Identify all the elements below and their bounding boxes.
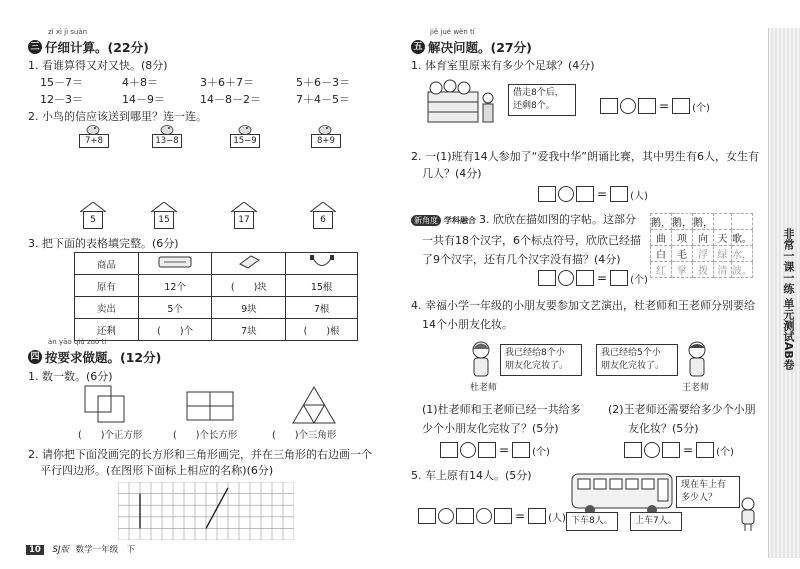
sec3-title <box>28 38 149 56</box>
q3-answer-row[interactable] <box>538 270 648 286</box>
unit: (个) <box>716 446 734 458</box>
calc-0-3: 5＋6－3＝ <box>296 76 350 89</box>
sec4-title <box>28 348 161 366</box>
row-label: 还剩 <box>75 319 139 341</box>
bubble-line: 借走8个后， <box>513 88 564 98</box>
copy-char: 天 <box>714 230 732 246</box>
answer-box[interactable] <box>418 508 436 524</box>
sec5-q3-line3: 了9个汉字，还有几个汉字没有描？(4分) <box>422 253 621 266</box>
unit: (人) <box>630 190 648 202</box>
answer-box[interactable] <box>662 442 680 458</box>
sec5-q4-line1: 4. 幸福小学一年级的小朋友要参加文艺演出，杜老师和王老师分别要给 <box>411 299 755 312</box>
sec5-q5: 5. 车上原有14人。(5分) <box>411 469 532 482</box>
teacher-du-icon <box>468 340 494 378</box>
new-angle-tag: 新角度 <box>411 215 441 226</box>
pencil-case-icon <box>158 255 192 269</box>
equals-sign: = <box>659 99 670 113</box>
sec4-badge: 四 <box>28 350 42 364</box>
sec4-q2-line1: 2. 请你把下面没画完的长方形和三角形画完，并在三角形的右边画一个 <box>28 448 372 461</box>
calc-0-0: 15－7＝ <box>40 76 83 89</box>
q5-answer-row[interactable] <box>418 508 566 524</box>
sec5-title-text: 解决问题。(27分) <box>428 40 532 55</box>
copy-char: 绿 <box>714 246 732 262</box>
sec4-q1: 1. 数一数。(6分) <box>28 370 113 383</box>
rectangles-figure <box>186 391 234 421</box>
house-number: 17 <box>234 211 254 229</box>
envelope-3[interactable]: 15−9 <box>230 134 260 148</box>
envelope-2[interactable]: 13−8 <box>152 134 182 148</box>
copy-char: 向 <box>693 230 714 246</box>
bubble-line: 我已经给5个小 <box>601 348 661 358</box>
answer-box[interactable] <box>440 442 458 458</box>
copy-char: 水， <box>732 246 753 262</box>
equals-sign: = <box>597 271 608 285</box>
cell: 5个 <box>138 297 212 319</box>
teacher-wang-name: 王老师 <box>682 383 710 393</box>
envelope-4[interactable]: 8+9 <box>311 134 341 148</box>
answer-box[interactable] <box>696 442 714 458</box>
sec3-badge: 三 <box>28 40 42 54</box>
house-3[interactable] <box>231 202 257 230</box>
q2-answer-row[interactable] <box>538 186 648 202</box>
q4-1-answer-row[interactable] <box>440 442 550 458</box>
row-label: 卖出 <box>75 297 139 319</box>
teacher-wang-icon <box>684 340 710 378</box>
equals-sign: = <box>515 509 526 523</box>
q1-speech-bubble <box>508 84 576 116</box>
copy-char: 曲 <box>651 230 672 246</box>
sec3-q1: 1. 看谁算得又对又快。(8分) <box>28 59 168 72</box>
operator-circle[interactable] <box>620 98 636 114</box>
copy-char: 白 <box>651 246 672 262</box>
goods-eraser <box>212 253 286 275</box>
rectangles-answer[interactable]: ( )个长方形 <box>173 430 238 441</box>
answer-box[interactable] <box>456 508 474 524</box>
operator-circle[interactable] <box>558 270 574 286</box>
cell: 7根 <box>286 297 358 319</box>
child-icon <box>738 496 758 532</box>
answer-box[interactable] <box>610 186 628 202</box>
equals-sign: = <box>683 443 694 457</box>
bubble-line: 还剩8个。 <box>513 101 555 111</box>
calc-0-1: 4＋8＝ <box>122 76 158 89</box>
q1-answer-row[interactable] <box>600 98 710 114</box>
triangles-answer[interactable]: ( )个三角形 <box>272 430 337 441</box>
copy-char: 掌 <box>672 262 693 278</box>
page-number: 10 <box>26 545 44 555</box>
squares-figure <box>84 385 126 423</box>
house-number: 6 <box>313 211 333 229</box>
q4-1-line2: 少个小朋友化完妆了？(5分) <box>422 422 559 435</box>
sec3-q2: 2. 小鸟的信应该送到哪里？连一连。 <box>28 110 207 123</box>
sec5-badge: 五 <box>411 40 425 54</box>
goods-jumprope <box>286 253 358 275</box>
operator-circle[interactable] <box>460 442 476 458</box>
sec3-q3: 3. 把下面的表格填完整。(6分) <box>28 237 179 250</box>
side-strip <box>768 28 800 558</box>
copy-char: 鹅， <box>693 214 714 230</box>
answer-box[interactable] <box>538 186 556 202</box>
sec4-q2-line2: 平行四边形。(在图形下面标上相应的名称)(6分) <box>40 464 274 477</box>
house-1[interactable] <box>80 202 106 230</box>
answer-box[interactable] <box>600 98 618 114</box>
operator-circle[interactable] <box>438 508 454 524</box>
copy-char: 鹅， <box>672 214 693 230</box>
answer-box[interactable] <box>624 442 642 458</box>
calc-0-2: 3＋6＋7＝ <box>200 76 254 89</box>
bubble-line: 朋友化完妆了。 <box>601 361 665 371</box>
copy-char: 歌。 <box>732 230 753 246</box>
operator-circle[interactable] <box>476 508 492 524</box>
sec5-pinyin: jiě jué wèn tí <box>430 28 475 36</box>
sec5-title <box>411 38 532 56</box>
calc-1-0: 12－3＝ <box>40 93 83 106</box>
table-header: 商品 <box>75 253 139 275</box>
q4-2-answer-row[interactable] <box>624 442 734 458</box>
goods-table <box>74 252 358 341</box>
house-4[interactable] <box>310 202 336 230</box>
answer-box[interactable] <box>494 508 512 524</box>
answer-box[interactable] <box>478 442 496 458</box>
q4-1-line1: (1)杜老师和王老师已经一共给多 <box>422 403 581 416</box>
copy-char: 浮 <box>693 246 714 262</box>
house-number: 5 <box>83 211 103 229</box>
sec3-pinyin: zǐ xì jì suàn <box>48 28 88 36</box>
row-label: 原有 <box>75 275 139 297</box>
squares-answer[interactable]: ( )个正方形 <box>78 430 143 441</box>
cell: 12个 <box>138 275 212 297</box>
copy-char: 项 <box>672 230 693 246</box>
copy-char: 鹅， <box>651 214 672 230</box>
q4-2-line2: 友化妆？(5分) <box>628 422 699 435</box>
equals-sign: = <box>597 187 608 201</box>
wang-speech-bubble <box>596 344 678 376</box>
calc-1-2: 14－8－2＝ <box>200 93 261 106</box>
sec5-q3-line2: 一共有18个汉字，6个标点符号，欣欣已经描 <box>422 234 641 247</box>
unit: (个) <box>532 446 550 458</box>
cell: 7块 <box>212 319 286 341</box>
sec5-q4-line2: 14个小朋友化妆。 <box>422 318 513 331</box>
subject: 数学一年级 下 <box>75 545 136 555</box>
eraser-icon <box>237 254 261 270</box>
bubble-line: 多少人？ <box>681 493 718 503</box>
answer-box[interactable] <box>576 186 594 202</box>
unit: (个) <box>692 102 710 114</box>
q3-text: 3. 欣欣在描如图的字帖。这部分 <box>479 213 636 226</box>
sec5-q1: 1. 体育室里原来有多少个足球？(4分) <box>411 59 595 72</box>
sec5-q2-line1: 2. 一(1)班有14人参加了“爱我中华”朗诵比赛，其中男生有6人，女生有 <box>411 150 759 163</box>
bubble-line: 朋友化完妆了。 <box>505 361 569 371</box>
envelope-1[interactable]: 7+8 <box>79 134 109 148</box>
du-speech-bubble <box>500 344 582 376</box>
answer-box[interactable] <box>638 98 656 114</box>
bubble-line: 现在车上有 <box>681 480 727 490</box>
blank-cell[interactable]: ( )根 <box>286 319 358 341</box>
answer-box[interactable] <box>512 442 530 458</box>
blank-cell[interactable]: ( )个 <box>138 319 212 341</box>
teacher-du-name: 杜老师 <box>470 383 498 393</box>
copybook-grid <box>650 213 753 278</box>
answer-box[interactable] <box>576 270 594 286</box>
cell: 9块 <box>212 297 286 319</box>
blank-cell[interactable]: ( )块 <box>212 275 286 297</box>
q4-2-line1: (2)王老师还需要给多少个小朋 <box>608 403 756 416</box>
bus-up-label: 上车7人。 <box>630 512 682 531</box>
jump-rope-icon <box>309 254 335 270</box>
sec5-q3-line1 <box>411 211 636 227</box>
copy-char: 毛 <box>672 246 693 262</box>
footer <box>26 543 135 555</box>
sec4-pinyin: àn yāo qiú zuò tí <box>48 338 107 346</box>
bus-icon <box>566 470 676 518</box>
calc-1-3: 7＋4－5＝ <box>296 93 350 106</box>
answer-box[interactable] <box>528 508 546 524</box>
house-number: 15 <box>154 211 174 229</box>
triangles-figure <box>292 386 336 424</box>
edition: SJ版 <box>52 545 69 555</box>
operator-circle[interactable] <box>558 186 574 202</box>
bus-down-label: 下车8人。 <box>566 512 618 531</box>
bubble-line: 我已经给8个小 <box>505 348 565 358</box>
answer-box[interactable] <box>610 270 628 286</box>
house-2[interactable] <box>151 202 177 230</box>
sec4-title-text: 按要求做题。(12分) <box>45 350 162 365</box>
unit: (人) <box>548 512 566 524</box>
cell: 15根 <box>286 275 358 297</box>
calc-1-1: 14－9＝ <box>122 93 165 106</box>
q5-speech-bubble <box>676 476 740 508</box>
copy-char: 红 <box>651 262 672 278</box>
copy-char: 波。 <box>732 262 753 278</box>
sec5-q2-line2: 几人？(4分) <box>422 167 482 180</box>
operator-circle[interactable] <box>644 442 660 458</box>
copy-char: 拨 <box>693 262 714 278</box>
answer-box[interactable] <box>538 270 556 286</box>
unit: (个) <box>630 274 648 286</box>
equals-sign: = <box>499 443 510 457</box>
goods-pencilcase <box>138 253 212 275</box>
drawing-grid[interactable] <box>118 482 294 540</box>
copy-char: 清 <box>714 262 732 278</box>
subject-fusion-tag: 学科融合 <box>444 216 476 225</box>
sec3-title-text: 仔细计算。(22分) <box>45 40 149 55</box>
series-title: 非常一课一练 单元测试AB卷 <box>782 228 795 370</box>
football-crate-icon <box>426 78 498 124</box>
answer-box[interactable] <box>672 98 690 114</box>
